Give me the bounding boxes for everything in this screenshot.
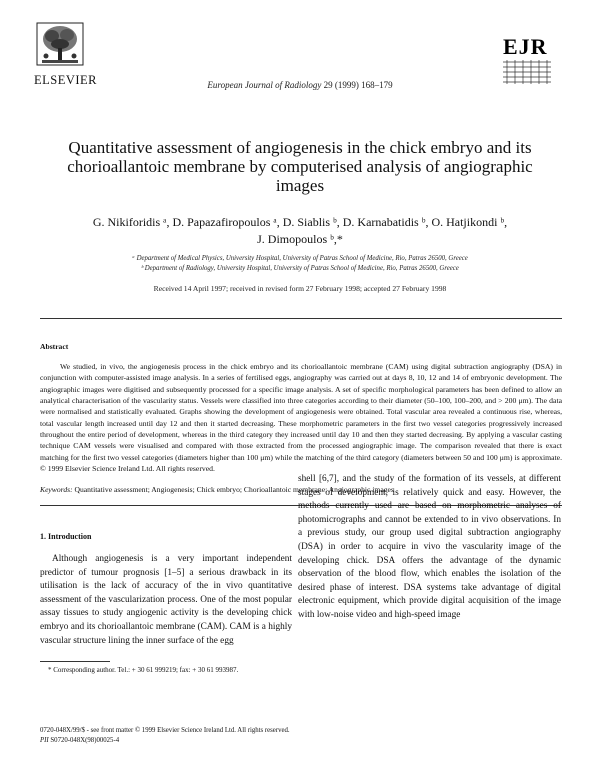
article-title: Quantitative assessment of angiogenesis in the chick embryo and its chorioallantoic membrane by computerised analysis of angiographic images: [67, 138, 533, 195]
affiliation-a: ᵃ Department of Medical Physics, University Hospital, University of Patras School of Medicine, Rio, Patras 26500, Greece: [132, 255, 468, 262]
pii-value: S0720-048X(98)00025-4: [50, 737, 120, 744]
affiliation-b: ᵇ Department of Radiology, University Hospital, University of Patras School of Medicine, Rio, Patras 26500, Greece: [141, 265, 459, 272]
author-list: [70, 214, 530, 248]
received-dates: Received 14 April 1997; received in revised form 27 February 1998; accepted 27 February 1998: [153, 284, 447, 293]
journal-citation: 29 (1999) 168–179: [323, 80, 393, 90]
abstract-heading: Abstract: [40, 342, 69, 351]
abstract-body: We studied, in vivo, the angiogenesis process in the chick embryo and its chorioallantoic membrane (CAM) using digital subtraction angiography (DSA) in conjunction with computer-assisted image analysis. In a series of fertilised eggs, angiography was carried out at days 8, 10, 12 and 14 of embryonic development. The angiographic images were digitised and subsequently processed for a specific image analysis. A set of specific morphological parameters has been defined to allow an analytical characterisation of the vascularity status. Vessels were classified into three categories according to their diameter (50–100, 100–200, and > 200 μm). The data were normalised and statistically evaluated. Graphs showing the development of angiogenesis were obtained. Total vascular area revealed a continuous rise, whereas, total vascular length increased until day 12 and then it started decreasing. These morphometric parameters in the first two vessel categories progressively increased throughout the entire period of development, whereas in the third category they increased until day 10 and then they started decreasing. By applying a vascular casting technique CAM vessels were visualised and compared with those extracted from the processed angiographic image. The comparison revealed that there is exact matching for the first two vessel categories (diameters higher than 100 μm) while the matching of the third category (diameters between 50 and 100 μm) is approximate. © 1999 Elsevier Science Ireland Ltd. All rights reserved.: [40, 362, 562, 474]
section-heading-introduction: 1. Introduction: [40, 532, 92, 541]
pii-label: PII: [40, 737, 49, 744]
elsevier-tree-icon: [36, 22, 84, 66]
authors-line-2: J. Dimopoulos ᵇ,*: [257, 232, 343, 246]
corresponding-author-footnote: * Corresponding author. Tel.: + 30 61 999219; fax: + 30 61 993987.: [48, 666, 239, 674]
left-column-text: Although angiogenesis is a very important independent predictor of tumour prognosis [1–5] a serious drawback in its utilisation is the lack of accuracy of the in vivo quantitative assessment of the vascularization process. One of the most popular assay tissues to study angiogenic activity is the developing chick embryo and its chorioallantoic membrane (CAM). CAM is a highly vascular structure lining the inner surface of the egg: [40, 554, 292, 646]
affiliations: [40, 254, 560, 274]
keywords-list: Quantitative assessment; Angiogenesis; Chick embryo; Chorioallantoic membrane; Angiographic images: [74, 485, 394, 494]
footnote-rule: [40, 661, 110, 662]
copyright-line: 0720-048X/99/$ - see front matter © 1999 Elsevier Science Ireland Ltd. All rights reserved.: [40, 727, 290, 734]
elsevier-wordmark: ELSEVIER: [34, 73, 98, 87]
pii-line: [40, 737, 119, 744]
authors-line-1: G. Nikiforidis ᵃ, D. Papazafiropoulos ᵃ, D. Siablis ᵇ, D. Karnabatidis ᵇ, O. Hatjikondi ᵇ,: [92, 215, 508, 229]
keywords-label: Keywords:: [40, 485, 73, 494]
journal-name: European Journal of Radiology: [207, 80, 322, 90]
abstract-top-rule: [40, 318, 562, 319]
right-column-text: shell [6,7], and the study of the formation of its vessels, at different stages of development, is relatively quick and easy. However, the methods currently used are based on morphometric analyses of photomicrographs and cannot be extended to in vivo observations. In a previous study, our group used digital subtraction angiography (DSA) in order to acquire in vivo the vascularity image of the developing chick. DSA offers the advantage of the dynamic observation of the blood flow, which enables the isolation of the desired phase of interest. DSA systems take advantage of digital electronic equipment, which provide digital acquisition of the image with low-noise video and high-speed image: [298, 474, 561, 620]
ejr-grid-icon: [503, 60, 551, 84]
ejr-logo: [503, 36, 555, 88]
ejr-logo-text: EJR: [503, 34, 548, 59]
